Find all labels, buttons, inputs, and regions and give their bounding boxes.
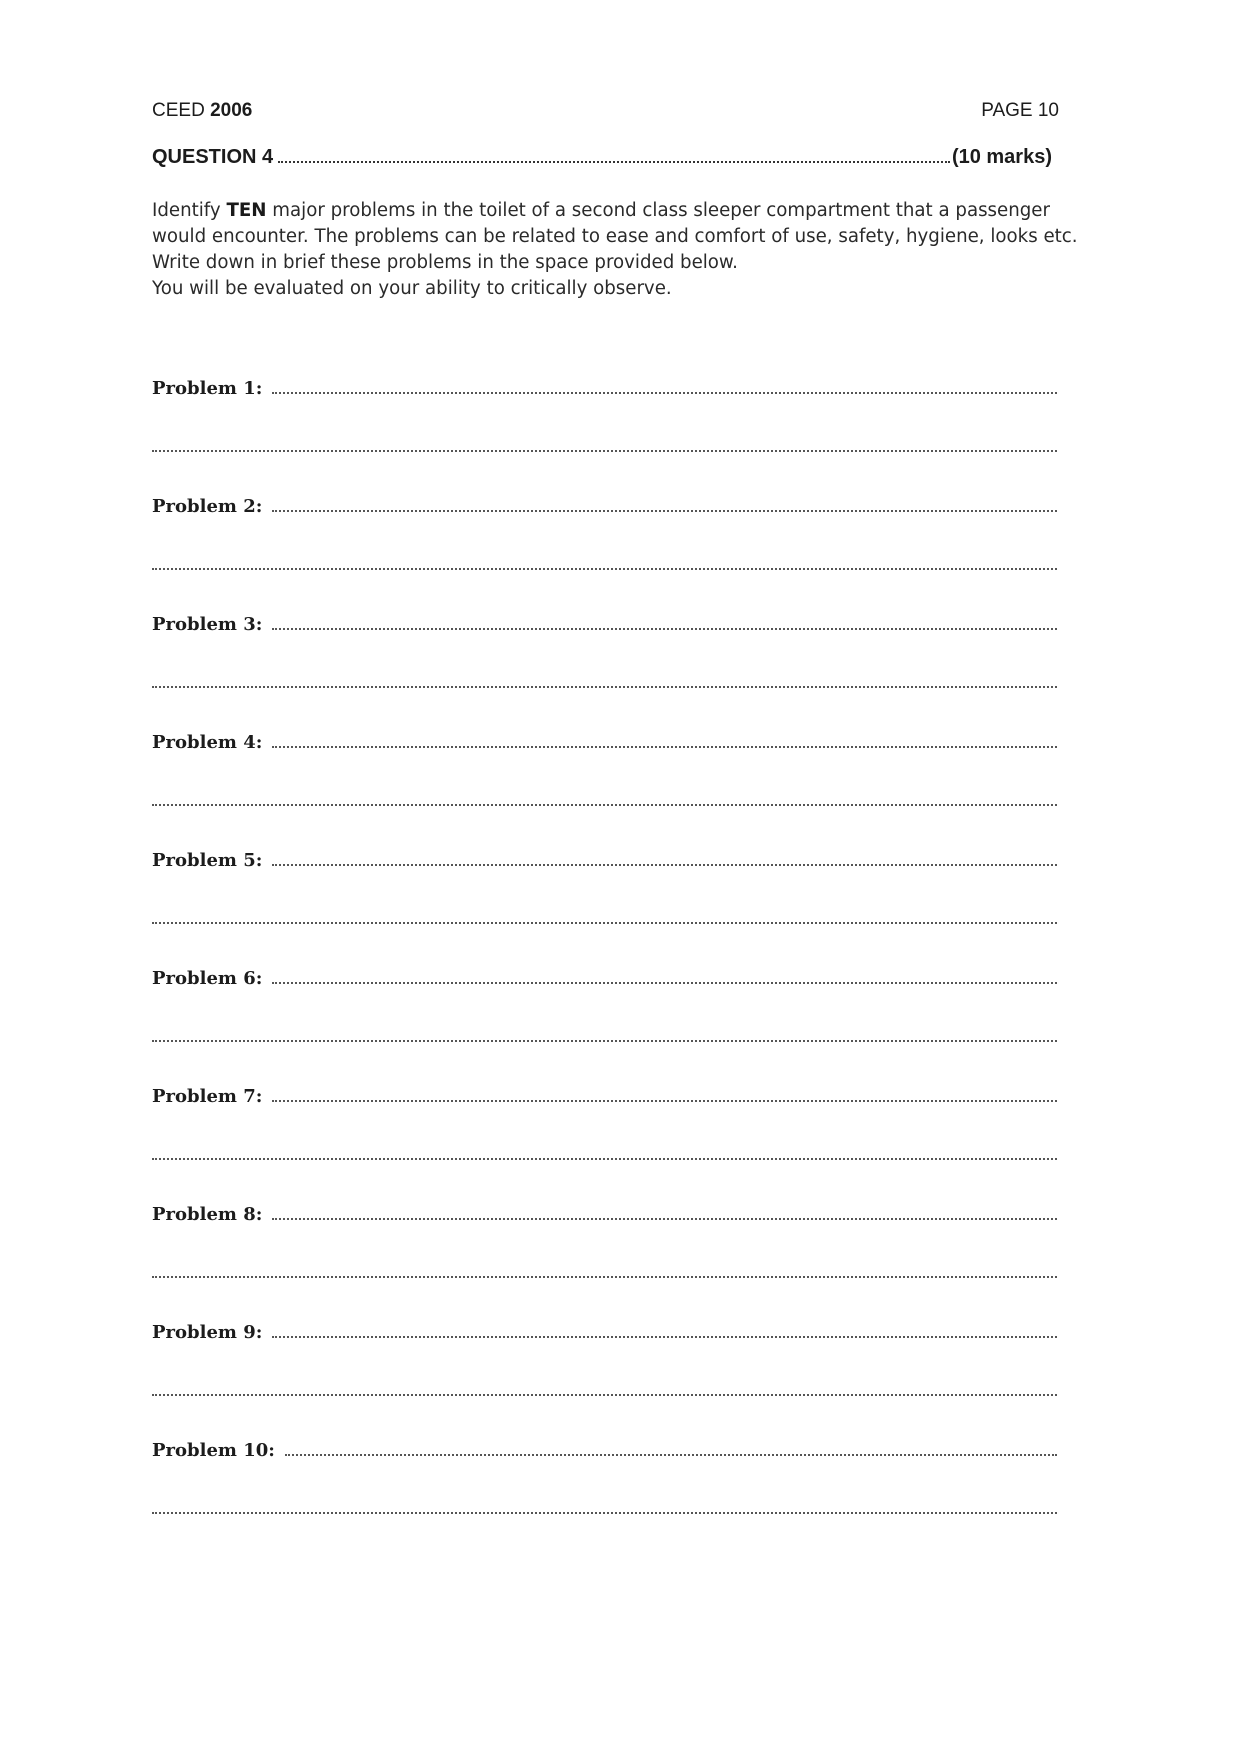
answer-line[interactable] [152, 803, 1057, 806]
answer-line[interactable] [152, 1275, 1057, 1278]
page-header [152, 100, 1059, 132]
problem-label: Problem 2: [152, 496, 263, 517]
problem-label: Problem 7: [152, 1086, 263, 1107]
answer-line[interactable] [152, 921, 1057, 924]
problem-list [152, 378, 1057, 1558]
answer-line[interactable] [285, 1453, 1057, 1456]
instruction-line-3: Write down in brief these problems in the space provided below. [152, 252, 738, 273]
answer-line[interactable] [272, 981, 1057, 984]
question-title: QUESTION 4 [152, 146, 274, 168]
problem-item [152, 378, 1057, 496]
answer-line[interactable] [272, 509, 1057, 512]
instruction-line-1 [152, 198, 1057, 224]
answer-line[interactable] [272, 1217, 1057, 1220]
instruction-text: Identify [152, 200, 227, 221]
answer-line[interactable] [272, 391, 1057, 394]
problem-item [152, 1440, 1057, 1558]
answer-line[interactable] [272, 1099, 1057, 1102]
problem-label: Problem 9: [152, 1322, 263, 1343]
problem-label: Problem 1: [152, 378, 263, 399]
problem-item [152, 496, 1057, 614]
problem-label: Problem 10: [152, 1440, 275, 1461]
instruction-line-2: would encounter. The problems can be related to ease and comfort of use, safety, hygiene, looks etc. [152, 226, 1078, 247]
problem-item [152, 1086, 1057, 1204]
instruction-line-4: You will be evaluated on your ability to critically observe. [152, 278, 672, 299]
exam-prefix: CEED [152, 100, 205, 121]
exam-year: 2006 [210, 100, 253, 121]
answer-line[interactable] [152, 1039, 1057, 1042]
answer-line[interactable] [152, 567, 1057, 570]
question-heading [152, 146, 1052, 169]
problem-item [152, 732, 1057, 850]
problem-item [152, 968, 1057, 1086]
question-instructions [152, 198, 1078, 302]
answer-line[interactable] [272, 627, 1057, 630]
problem-label: Problem 5: [152, 850, 263, 871]
problem-item [152, 614, 1057, 732]
problem-label: Problem 4: [152, 732, 263, 753]
exam-name [152, 100, 252, 122]
answer-line[interactable] [152, 1157, 1057, 1160]
emphasis-ten: TEN [226, 200, 267, 221]
answer-line[interactable] [152, 1393, 1057, 1396]
instruction-text: major problems in the toilet of a second class sleeper compartment that a passenger [266, 200, 1050, 221]
answer-line[interactable] [152, 449, 1057, 452]
answer-line[interactable] [272, 1335, 1057, 1338]
problem-label: Problem 6: [152, 968, 263, 989]
question-marks: (10 marks) [951, 146, 1052, 168]
page-number: PAGE 10 [981, 100, 1059, 121]
answer-line[interactable] [272, 863, 1057, 866]
problem-label: Problem 3: [152, 614, 263, 635]
problem-item [152, 1204, 1057, 1322]
dotted-leader [278, 160, 950, 163]
answer-line[interactable] [152, 685, 1057, 688]
problem-label: Problem 8: [152, 1204, 263, 1225]
answer-line[interactable] [272, 745, 1057, 748]
problem-item [152, 1322, 1057, 1440]
answer-line[interactable] [152, 1511, 1057, 1514]
problem-item [152, 850, 1057, 968]
